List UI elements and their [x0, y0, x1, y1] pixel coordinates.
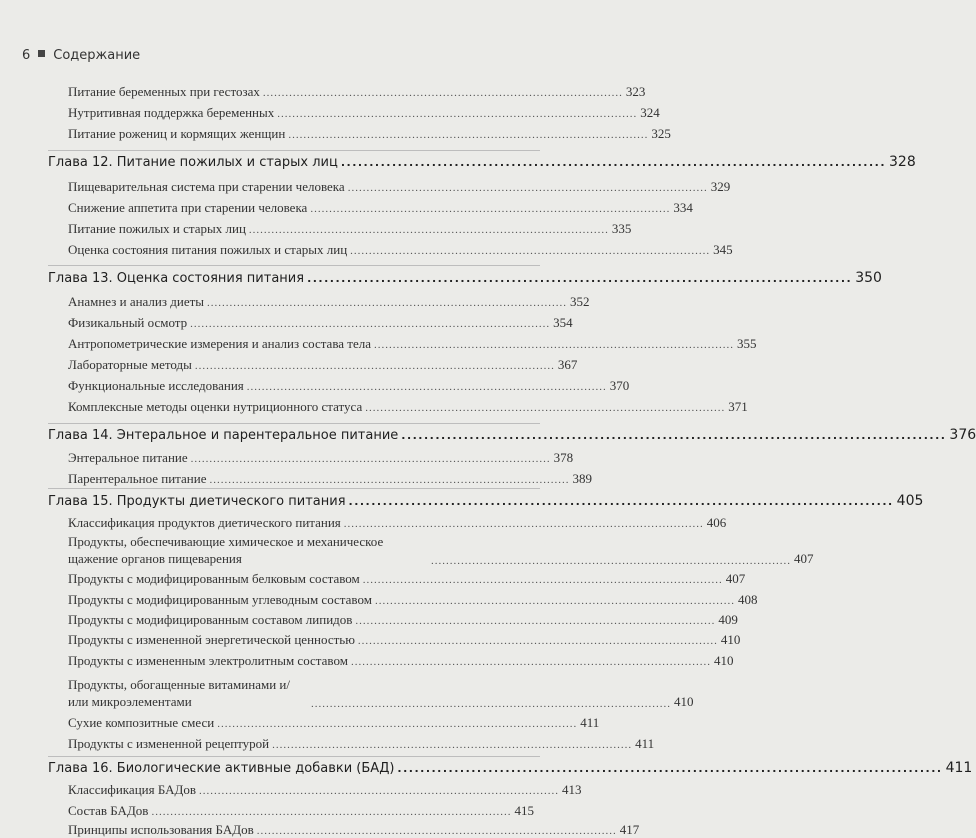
page-ref: 389	[572, 471, 592, 486]
page-ref: 335	[611, 221, 632, 236]
toc-entry: Сухие композитные смеси ................................................................................................ 411	[68, 715, 600, 730]
chapter-heading: Глава 13. Оценка состояния питания ................................................................................................ 350	[48, 270, 882, 286]
page-ref: 350	[855, 270, 882, 286]
page-ref: 406	[706, 515, 727, 530]
chapter-heading: Глава 14. Энтеральное и парентеральное питание ................................................................................................ 376	[48, 427, 976, 443]
toc-entry: Антропометрические измерения и анализ состава тела ................................................................................................ 355	[68, 336, 757, 351]
page-ref: 376	[949, 427, 976, 443]
page-ref: 405	[896, 493, 924, 509]
page-ref: 411	[580, 715, 600, 730]
toc-entry: Лабораторные методы ................................................................................................ 367	[68, 357, 578, 372]
toc-entry: Продукты с измененной рецептурой ................................................................................................ 411	[68, 736, 655, 751]
chapter-divider	[48, 488, 540, 489]
toc-entry: Продукты с модифицированным составом липидов ................................................................................................ 409	[68, 612, 738, 627]
toc-entry: Продукты, обеспечивающие химическое и механическое щажение органов пищеварения ................................................................................................ 407	[68, 534, 814, 567]
toc-entry: Оценка состояния питания пожилых и старых лиц ................................................................................................ 345	[68, 242, 733, 257]
toc-entry: Продукты с модифицированным белковым составом ................................................................................................ 407	[68, 571, 746, 586]
toc-entry: Классификация продуктов диетического питания ................................................................................................ 406	[68, 515, 727, 530]
page-ref: 367	[557, 357, 578, 372]
running-header-title: Содержание	[53, 48, 141, 63]
chapter-divider	[48, 265, 540, 266]
page-ref: 408	[737, 592, 758, 607]
toc-entry: Питание рожениц и кормящих женщин ................................................................................................ 325	[68, 126, 671, 141]
chapter-divider	[48, 756, 540, 757]
toc-entry: Нутритивная поддержка беременных ................................................................................................ 324	[68, 105, 660, 120]
toc-entry: Функциональные исследования ................................................................................................ 370	[68, 378, 630, 393]
page-ref: 410	[713, 653, 734, 668]
toc-entry: Комплексные методы оценки нутриционного статуса ................................................................................................ 371	[68, 399, 748, 414]
toc-entry: Снижение аппетита при старении человека ................................................................................................ 334	[68, 200, 693, 215]
page-number: 6	[22, 48, 31, 63]
page-ref: 415	[514, 803, 534, 818]
chapter-heading: Глава 12. Питание пожилых и старых лиц ................................................................................................ 328	[48, 154, 916, 170]
page-ref: 407	[794, 551, 814, 566]
page-ref: 355	[737, 336, 757, 351]
page-ref: 411	[945, 760, 973, 776]
chapter-divider	[48, 423, 540, 424]
page-ref: 411	[635, 736, 655, 751]
page-ref: 328	[889, 154, 916, 170]
page-ref: 323	[625, 84, 646, 99]
page-ref: 370	[609, 378, 630, 393]
toc-entry: Продукты с измененным электролитным составом ................................................................................................ 410	[68, 653, 734, 668]
toc-entry: Физикальный осмотр ................................................................................................ 354	[68, 315, 573, 330]
toc-entry: Анамнез и анализ диеты ................................................................................................ 352	[68, 294, 590, 309]
page-ref: 413	[562, 782, 582, 797]
toc-entry: Питание беременных при гестозах ................................................................................................ 323	[68, 84, 646, 99]
toc-entry: Продукты, обогащенные витаминами и/или микроэлементами ................................................................................................ 410	[68, 677, 694, 710]
toc-entry: Парентеральное питание ................................................................................................ 389	[68, 471, 592, 486]
toc-entry: Классификация БАДов ................................................................................................ 413	[68, 782, 582, 797]
page-ref: 345	[713, 242, 733, 257]
page-ref: 325	[651, 126, 671, 141]
page-ref: 324	[640, 105, 660, 120]
page-ref: 352	[570, 294, 590, 309]
chapter-divider	[48, 150, 540, 151]
toc-entry: Продукты с измененной энергетической ценностью ................................................................................................ 410	[68, 632, 741, 647]
toc-entry: Энтеральное питание ................................................................................................ 378	[68, 450, 574, 465]
toc-entry: Пищеварительная система при старении человека ................................................................................................ 329	[68, 179, 731, 194]
page-ref: 378	[553, 450, 574, 465]
page-ref: 407	[725, 571, 746, 586]
page-ref: 417	[619, 822, 640, 837]
toc-entry: Состав БАДов ................................................................................................ 415	[68, 803, 534, 818]
page-ref: 334	[673, 200, 693, 215]
chapter-heading: Глава 16. Биологические активные добавки (БАД) ................................................................................................ 411	[48, 760, 973, 776]
page-ref: 409	[718, 612, 738, 627]
page-ref: 371	[728, 399, 748, 414]
page-ref: 329	[710, 179, 731, 194]
toc-entry: Принципы использования БАДов ................................................................................................ 417	[68, 822, 640, 837]
page-ref: 410	[720, 632, 741, 647]
chapter-heading: Глава 15. Продукты диетического питания ................................................................................................ 405	[48, 493, 924, 509]
toc-entry: Продукты с модифицированным углеводным составом ................................................................................................ 408	[68, 592, 758, 607]
toc-entry: Питание пожилых и старых лиц ................................................................................................ 335	[68, 221, 632, 236]
page-ref: 410	[674, 694, 694, 709]
page-ref: 354	[553, 315, 573, 330]
